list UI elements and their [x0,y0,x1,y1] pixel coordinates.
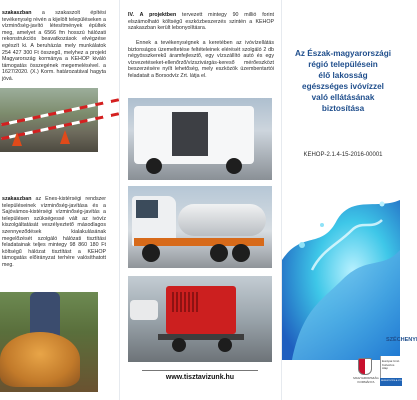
wheel [146,158,162,174]
eu-funder-badge [380,378,407,386]
worker-figure [30,292,60,337]
droplet [299,242,305,248]
wheel [218,338,232,352]
middle-panel [120,0,280,400]
parked-car [130,300,158,320]
cover-panel [282,0,417,400]
intro-lead: IV. A projektben [128,12,177,18]
generator-grill [172,292,198,312]
wheel [210,244,228,262]
droplet [320,223,324,227]
droplet [380,202,385,207]
cover-title [282,48,404,114]
generator-photo [128,276,272,362]
van-open-door [172,112,208,156]
generator-trailer [158,334,244,340]
traffic-cone [60,130,70,144]
wheel [172,338,186,352]
szechenyi-label: SZÉCHENYI [386,337,417,343]
cover-title-line: egészséges ivóvízzel [302,82,384,91]
construction-photo [0,88,98,152]
wheel [232,244,250,262]
water-splash-graphic [282,190,400,360]
barrier-tape [1,97,126,126]
cover-title-line: élő lakosság [318,71,368,80]
hungary-crest-icon [358,358,372,375]
top-paragraph-text: a szakaszolt építési tevékenység révén a kijelölt településeken a vízminőség-javító létesítmények épültek meg, amelyet a 6566 fm hosszú hálózati rekonstrukciós beavatkozások elvégzése egészít ki. A beruházás mely munkálatok 254 427 300 Ft összegű, melyhez a projekt Magyarország kormánya a KEHOP kiváló támogatás összegének megemelésével. a 1627/2020. (X.) Korm. határozatával hagyta jóvá. [2,10,106,82]
cover-title-line: biztosítása [321,104,365,113]
hydrant-flushing-photo [0,292,98,392]
cover-title-line: való ellátásának [311,93,375,102]
mid-paragraph-lead: szakaszban [2,196,32,202]
website-link[interactable]: www.tisztavizunk.hu [165,374,235,381]
project-code: KEHOP-2.1.4-15-2016-00001 [303,152,383,158]
top-paragraph-lead: szakaszban [2,10,32,16]
rusty-water-splash [0,332,80,387]
left-panel [0,0,118,400]
water-truck-photo [128,186,272,268]
cover-title-line: Az Észak-magyarországi [294,49,391,58]
intro-text: tervezett mintegy 90 millió forint elszámolható költségű eszközbeszerzés szintén a KEHOP szakaszban került lebonyolításra. [128,12,274,32]
traffic-cone [12,132,22,146]
eu-funder-badge-text: BEFEKTETÉS A JÖVŐBE [381,380,407,382]
equipment-paragraph: Ennek a tevékenységnek a keretében az ivóvízellátás biztonságos üzemeltetése feltételeinek elérését szolgáló 2 db négyösszkerekű áramfejlesztő, egy vízszállító autó és egy vízvezetéseket-ellenőrző/vízszivárgás-kereső mérőeszközt beszerzésére nyílt lehetőség, mely eszközök üzembentartói feladatait a Borsodvíz Zrt. látja el. [128,40,274,79]
water-tank [178,204,266,236]
truck-window [136,200,158,218]
url-divider [142,370,258,371]
cover-title-line: régió településein [308,60,378,69]
mid-paragraph [2,196,106,269]
wheel [226,158,242,174]
intro-paragraph [128,12,274,32]
crest-label: MAGYARORSZÁG KORMÁNYA [353,376,379,384]
van-photo [128,98,272,180]
top-paragraph [2,10,106,83]
eu-funder-text: Európai Unió Kohéziós Alap [382,359,400,371]
wheel [142,244,160,262]
mid-paragraph-text: az Enes-kistérségi rendszer településeinek vízminőség-javítása és a Sajóvámos-kistérségi vízminőség-javítás a településen szükségessé vált az ivóvíz kiszolgáltatását veszélyeztető másodlagos szennyeződések kialakulásának megelőzését szolgáló hálózati tisztítási feladatainak teljes mintegy 98 860 180 Ft költségű hálózat tisztítást a KEHOP támogatás előirányzat terhére valósíthatott meg. [2,196,106,268]
